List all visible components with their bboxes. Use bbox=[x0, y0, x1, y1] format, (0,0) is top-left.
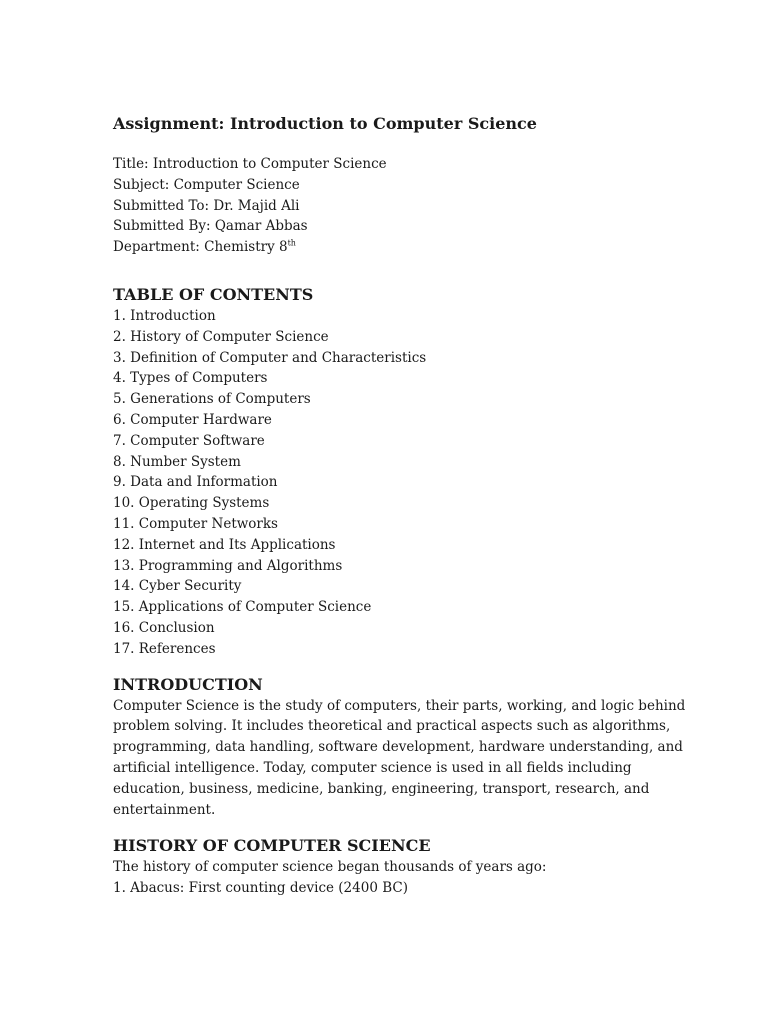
history-list-item: 1. Abacus: First counting device (2400 BC) bbox=[113, 880, 408, 897]
paragraph-line: problem solving. It includes theoretical and practical aspects such as algorithms, bbox=[113, 718, 671, 735]
paragraph-line: entertainment. bbox=[113, 801, 216, 818]
toc-item: 8. Number System bbox=[113, 453, 241, 470]
history-content bbox=[113, 857, 648, 899]
toc-item: 9. Data and Information bbox=[113, 474, 278, 491]
paragraph-line: programming, data handling, software development, hardware understanding, and bbox=[113, 739, 683, 756]
paragraph-line: Computer Science is the study of computers, their parts, working, and logic behind bbox=[113, 697, 686, 714]
paragraph-line: education, business, medicine, banking, engineering, transport, research, and bbox=[113, 780, 650, 797]
toc-item: 16. Conclusion bbox=[113, 619, 215, 636]
meta-department bbox=[113, 237, 648, 258]
meta-department-suffix: th bbox=[287, 238, 296, 248]
meta-submitted-to: Submitted To: Dr. Majid Ali bbox=[113, 197, 300, 214]
toc-list bbox=[113, 306, 648, 660]
toc-item: 11. Computer Networks bbox=[113, 515, 278, 532]
document-title: Assignment: Introduction to Computer Science bbox=[113, 114, 537, 133]
toc-heading: TABLE OF CONTENTS bbox=[113, 284, 314, 304]
toc-item: 5. Generations of Computers bbox=[113, 391, 311, 408]
meta-title: Title: Introduction to Computer Science bbox=[113, 156, 387, 172]
toc-item: 15. Applications of Computer Science bbox=[113, 599, 372, 616]
toc-item: 12. Internet and Its Applications bbox=[113, 536, 336, 553]
toc-item: 7. Computer Software bbox=[113, 432, 265, 449]
toc-item: 17. References bbox=[113, 640, 216, 657]
history-intro-line: The history of computer science began thousands of years ago: bbox=[113, 859, 547, 876]
toc-item: 10. Operating Systems bbox=[113, 495, 270, 512]
paragraph-line: artificial intelligence. Today, computer science is used in all fields including bbox=[113, 759, 632, 776]
meta-submitted-by: Submitted By: Qamar Abbas bbox=[113, 218, 308, 235]
toc-item: 14. Cyber Security bbox=[113, 578, 242, 595]
document-meta bbox=[113, 154, 648, 258]
meta-subject: Subject: Computer Science bbox=[113, 176, 300, 193]
introduction-heading: INTRODUCTION bbox=[113, 674, 263, 694]
toc-item: 3. Definition of Computer and Characteristics bbox=[113, 349, 427, 366]
toc-item: 2. History of Computer Science bbox=[113, 328, 329, 345]
toc-item: 1. Introduction bbox=[113, 307, 216, 324]
toc-item: 6. Computer Hardware bbox=[113, 411, 272, 428]
toc-item: 4. Types of Computers bbox=[113, 370, 268, 387]
history-heading: HISTORY OF COMPUTER SCIENCE bbox=[113, 836, 431, 856]
toc-item: 13. Programming and Algorithms bbox=[113, 557, 343, 574]
introduction-paragraph bbox=[113, 696, 686, 821]
meta-department-text: Department: Chemistry 8 bbox=[113, 239, 288, 256]
